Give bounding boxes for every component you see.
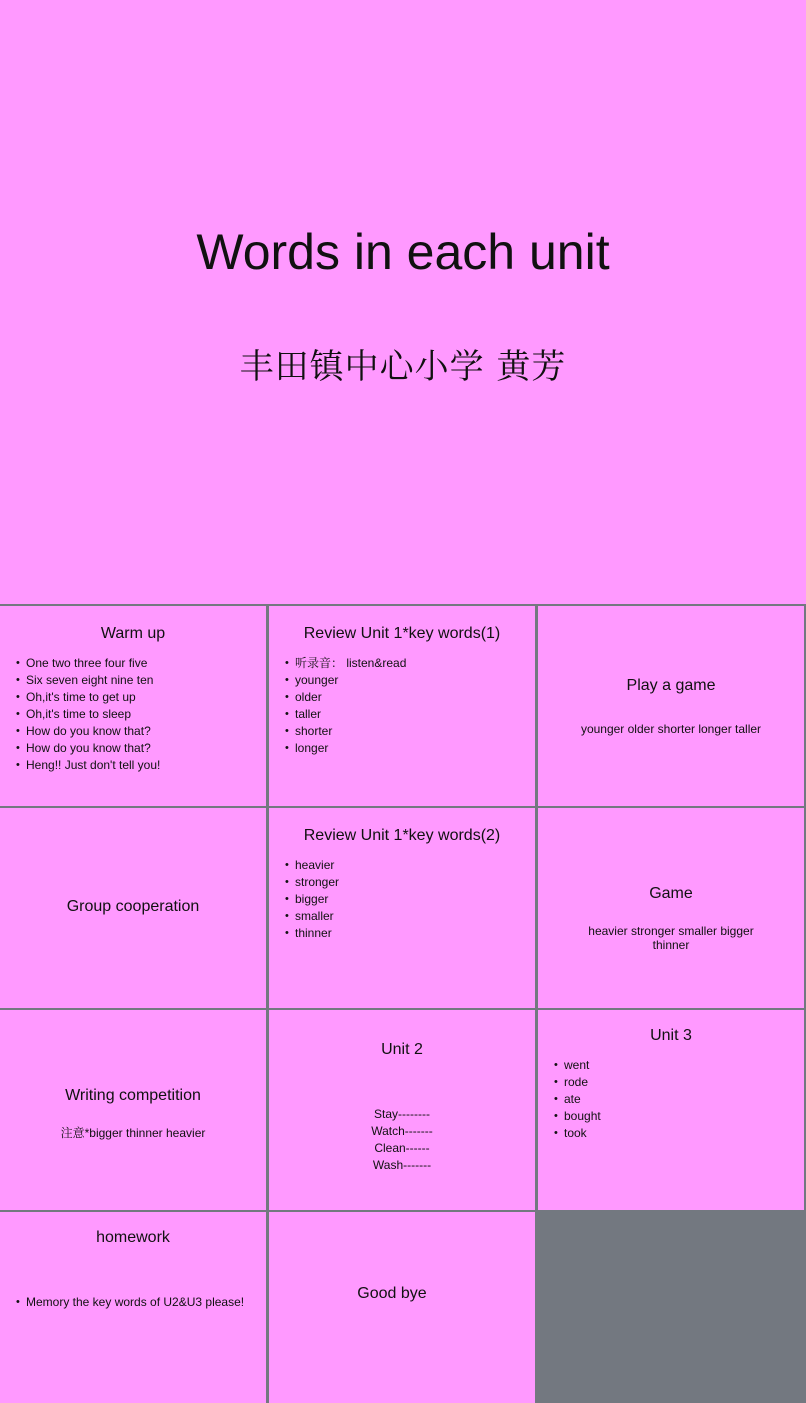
- slide-title: Warm up: [100, 625, 166, 642]
- slide-title: Game: [649, 885, 693, 902]
- list-item: • Heng!! Just don't tell you!: [16, 757, 160, 774]
- slide-review-unit1-part1[interactable]: [269, 606, 535, 806]
- list-item: • went: [554, 1057, 601, 1074]
- slide-title: Writing competition: [65, 1087, 201, 1104]
- slide-unit-3[interactable]: [538, 1010, 804, 1210]
- slide-text: 注意*bigger thinner heavier: [60, 1126, 206, 1140]
- list-item: • taller: [285, 706, 406, 723]
- unit2-lines: [269, 1106, 535, 1174]
- line-item: Watch-------: [371, 1124, 433, 1138]
- list-item: • rode: [554, 1074, 601, 1091]
- review2-list: [285, 857, 339, 942]
- list-item: • How do you know that?: [16, 740, 160, 757]
- list-item: • bigger: [285, 891, 339, 908]
- list-item: • thinner: [285, 925, 339, 942]
- list-item: • One two three four five: [16, 655, 160, 672]
- unit3-list: [554, 1057, 601, 1142]
- slide-game[interactable]: [538, 808, 804, 1008]
- slide-title: Review Unit 1*key words(1): [303, 625, 501, 642]
- list-item: • ate: [554, 1091, 601, 1108]
- slide-warm-up[interactable]: [0, 606, 266, 806]
- cover-slide: [0, 0, 806, 604]
- slide-text: younger older shorter longer taller: [580, 722, 762, 736]
- slide-text: heavier stronger smaller bigger thinner: [588, 924, 754, 952]
- list-item: • 听录音： listen&read: [285, 655, 406, 672]
- homework-list: [16, 1294, 244, 1311]
- list-item: • smaller: [285, 908, 339, 925]
- list-item: • How do you know that?: [16, 723, 160, 740]
- list-item: • older: [285, 689, 406, 706]
- slide-unit-2[interactable]: [269, 1010, 535, 1210]
- list-item: • Six seven eight nine ten: [16, 672, 160, 689]
- slide-grid: [0, 604, 806, 1403]
- slide-review-unit1-part2[interactable]: [269, 808, 535, 1008]
- list-item: • Memory the key words of U2&U3 please!: [16, 1294, 244, 1311]
- list-item: • longer: [285, 740, 406, 757]
- cover-title: Words in each unit: [196, 224, 610, 280]
- list-item: • heavier: [285, 857, 339, 874]
- slide-title: homework: [96, 1229, 170, 1246]
- slide-title: Review Unit 1*key words(2): [303, 827, 501, 844]
- slide-title: Unit 2: [381, 1041, 423, 1058]
- list-item: • shorter: [285, 723, 406, 740]
- list-item: • Oh,it's time to sleep: [16, 706, 160, 723]
- slide-title: Unit 3: [650, 1027, 692, 1044]
- slide-title: Play a game: [626, 677, 716, 694]
- warm-up-list: [16, 655, 160, 774]
- slide-writing-competition[interactable]: [0, 1010, 266, 1210]
- slide-good-bye[interactable]: [269, 1212, 535, 1403]
- review1-list: [285, 655, 406, 757]
- list-item: • took: [554, 1125, 601, 1142]
- slide-title: Group cooperation: [66, 898, 200, 915]
- slide-group-cooperation[interactable]: [0, 808, 266, 1008]
- slide-homework[interactable]: [0, 1212, 266, 1403]
- list-item: • bought: [554, 1108, 601, 1125]
- line-item: Stay--------: [374, 1107, 430, 1121]
- slide-title: Good bye: [357, 1285, 427, 1302]
- line-item: Clean------: [374, 1141, 430, 1155]
- cover-subtitle: 丰田镇中心小学 黄芳: [239, 347, 567, 387]
- list-item: • stronger: [285, 874, 339, 891]
- list-item: • Oh,it's time to get up: [16, 689, 160, 706]
- list-item: • younger: [285, 672, 406, 689]
- line-item: Wash-------: [372, 1158, 432, 1172]
- slide-play-a-game[interactable]: [538, 606, 804, 806]
- empty-slot: [538, 1212, 806, 1403]
